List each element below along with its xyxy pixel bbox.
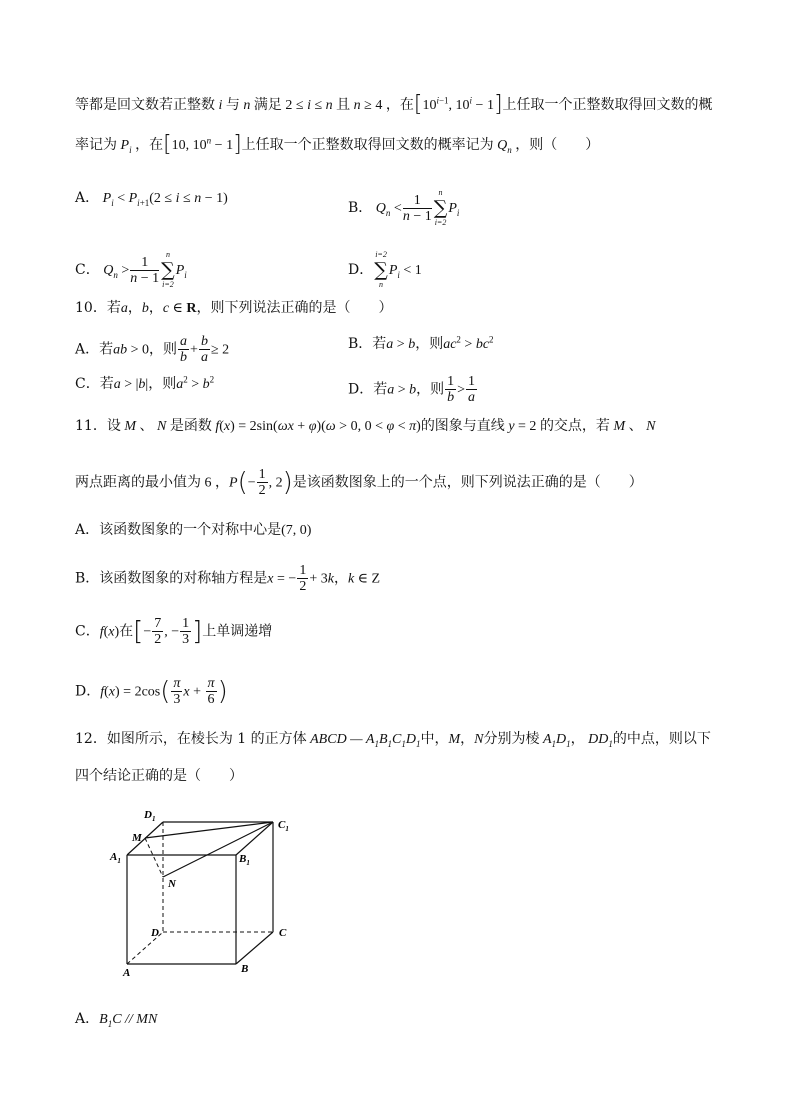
q11-stem-line2: 两点距离的最小值为 6 ，P(− $\frac{1}{2}$ , 2)是该函数图象上的一个点，则下列说法正确的是（ ） xyxy=(75,467,643,498)
q11-option-b[interactable]: B．该函数图象的对称轴方程是x = − $\frac{1}{2}$ + 3k，k ∈ Z xyxy=(75,563,381,594)
q12-stem-line2: 四个结论正确的是（ ） xyxy=(75,768,243,784)
segment-MC1 xyxy=(145,822,273,838)
q10-option-d[interactable]: D．若a > b，则 $\frac{1}{b}$ > $\frac{1}{a}$ xyxy=(348,374,476,405)
q11-option-c[interactable]: C．f(x)在[− $\frac{7}{2}$ , − $\frac{1}{3}$ ]上单调递增 xyxy=(75,616,273,647)
cube-figure xyxy=(108,806,308,986)
label-B: B xyxy=(241,963,249,975)
q12-stem-line1: 12．如图所示，在棱长为 1 的正方体 ABCD — $A_1B_1C_1D_1$中，M，N分别为棱 $A_1D_1$， $DD_1$的中点，则以下 xyxy=(75,731,711,749)
q10-stem: 10．若a，b，c ∈ R，则下列说法正确的是（ ） xyxy=(75,300,393,316)
label-M: M xyxy=(132,832,142,844)
q9-text: 等都是回文数若正整数 xyxy=(75,97,215,113)
q9-text: 且 xyxy=(336,97,351,113)
label-C1: $C_1$ xyxy=(278,819,289,833)
label-A: A xyxy=(123,967,131,979)
label-D1: $D_1$ xyxy=(144,809,156,823)
q9-stem-line1: 等都是回文数若正整数 i 与 n 满足 2 ≤ i ≤ n 且 n ≥ 4 ，在[$10^{i-1}$, $10^i - 1$]上任取一个正整数取得回文数的概 xyxy=(75,92,713,117)
q10-option-c[interactable]: C．若a > |b|，则$a^2 > b^2$ xyxy=(75,374,215,392)
q11-stem-line1: 11．设 M 、 N 是函数 f(x) = 2sin(ωx + φ)(ω > 0, 0 < φ < π)的图象与直线 y = 2 的交点，若 M 、 N xyxy=(75,418,656,434)
q10-option-a[interactable]: A．若ab > 0，则 $\frac{a}{b}$ + $\frac{b}{a}$ ≥ 2 xyxy=(75,334,230,365)
q9-text: ，则（ ） xyxy=(515,137,600,153)
label-B1: $B_1$ xyxy=(239,853,250,867)
q9-text: 上任取一个正整数取得回文数的概 xyxy=(502,97,713,113)
q12-option-a[interactable]: A．$B_1C$ // MN xyxy=(75,1011,158,1029)
q9-text: 满足 xyxy=(253,97,282,113)
label-A1: $A_1$ xyxy=(110,851,121,865)
edge-BC xyxy=(236,932,273,964)
q11-option-d[interactable]: D．f(x) = 2cos( $\frac{\pi}{3}$ x + $\frac{\pi}{6}$ ) xyxy=(75,676,228,707)
q9-text: ，在 xyxy=(385,97,414,113)
q11-option-a[interactable]: A．该函数图象的一个对称中心是(7, 0) xyxy=(75,522,312,538)
q10-option-b[interactable]: B．若a > b，则$ac^2 > bc^2$ xyxy=(348,334,494,352)
q9-option-d[interactable]: D． i=2 ∑ n $P_i < 1$ xyxy=(348,250,422,289)
segment-NC1 xyxy=(163,822,273,877)
edge-B1C1 xyxy=(236,822,273,855)
label-C: C xyxy=(279,927,287,939)
q9-text: 率记为 xyxy=(75,137,117,153)
q9-stem-line2: 率记为 $P_i$ ，在[10, $10^n - 1$]上任取一个正整数取得回文数的概率记为 $Q_n$ ，则（ ） xyxy=(75,132,600,157)
q9-option-c[interactable]: C． $Q_n$ > $\frac{1}{n - 1}$ n ∑ i=2 $P_i$ xyxy=(75,250,187,289)
q9-text: 与 xyxy=(225,97,240,113)
q9-option-a[interactable]: A． $P_i < P_{i+1}(2 \le i \le n - 1)$ xyxy=(75,190,228,208)
label-N: N xyxy=(168,878,176,890)
label-D: D xyxy=(151,927,159,939)
segment-MN-hidden xyxy=(145,838,163,877)
q9-text: 上任取一个正整数取得回文数的概率记为 xyxy=(241,137,494,153)
q9-option-b[interactable]: B． $Q_n$ < $\frac{1}{n - 1}$ n ∑ i=2 $P_i$ xyxy=(348,188,460,227)
q9-text: ，在 xyxy=(135,137,164,153)
